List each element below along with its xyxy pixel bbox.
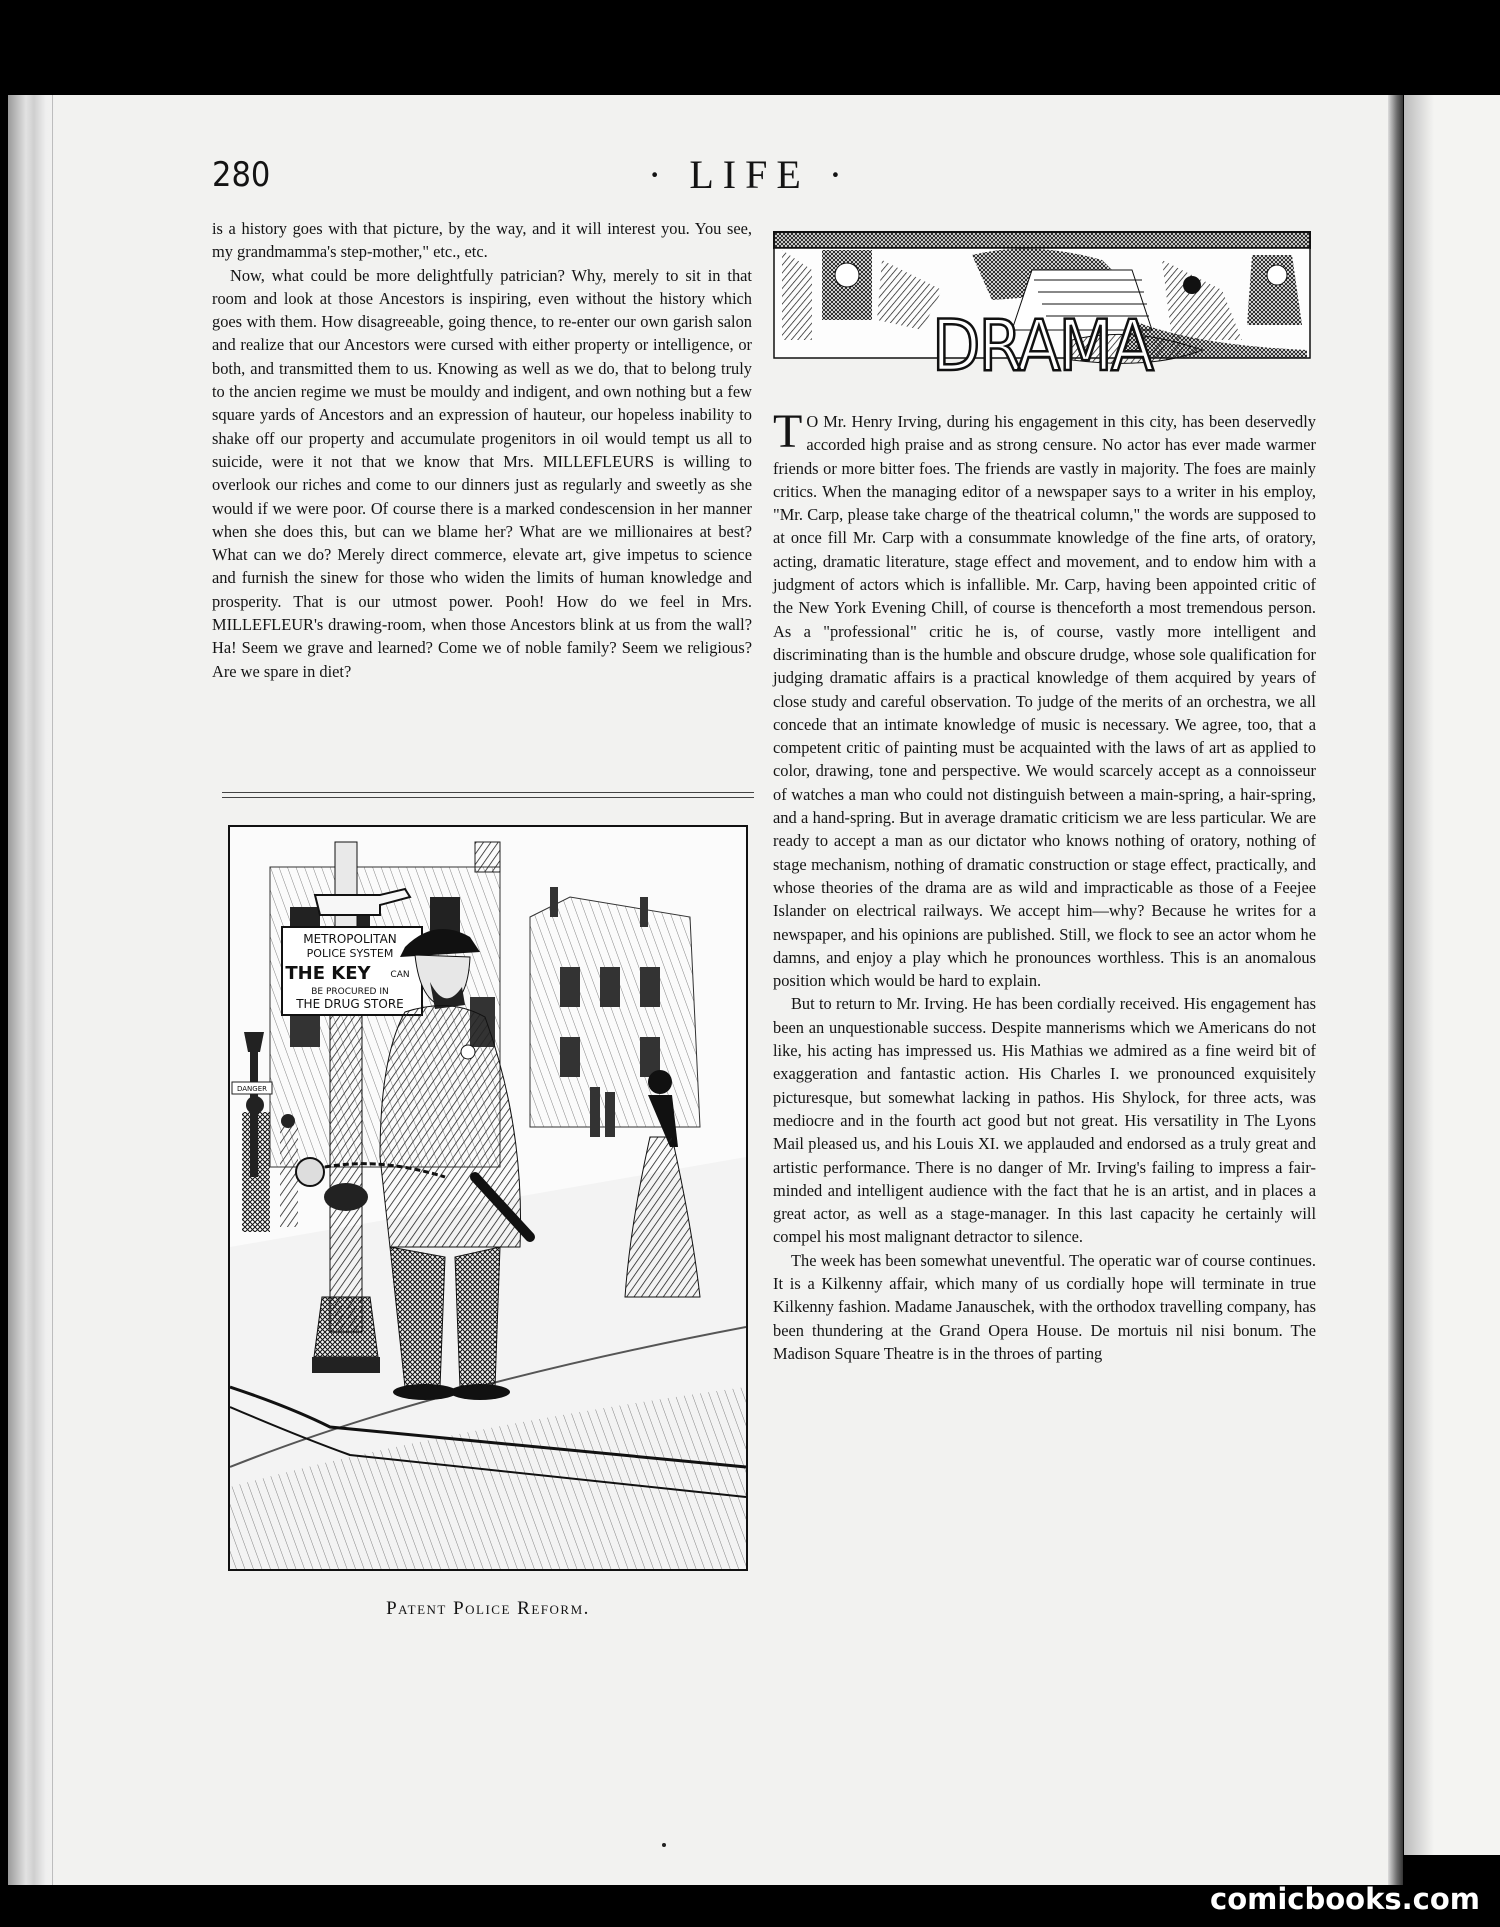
sign-line: POLICE SYSTEM [306, 947, 394, 960]
drama-column [773, 405, 1316, 1365]
page-mark [662, 1843, 666, 1847]
masthead: · LIFE · [648, 152, 852, 197]
sign-line: METROPOLITAN [303, 932, 397, 946]
page-gutter [1388, 95, 1403, 1885]
sign-line: BE PROCURED IN [311, 987, 389, 997]
adjacent-page-shade [1404, 95, 1434, 1855]
column-divider [222, 792, 754, 798]
magazine-page [8, 95, 1403, 1885]
cartoon-illustration [228, 825, 748, 1571]
page-number: 280 [212, 155, 271, 195]
drama-paragraph: But to return to Mr. Irving. He has been cordially received. His engagement has been an unquestionable success. Despite mannerisms which we Americans do not like, his acting has impressed us. His Mathias we admired as a fine weird bit of exaggeration and fantastic action. His Charles I. we pronounced exquisitely picturesque, but somewhat lacking in pathos. His Shylock, for three acts, was mediocre and in the fourth act good but not great. His versatility in The Lyons Mail pleased us, and his Louis XI. we applauded and endorsed as a truly great and artistic performance. There is no danger of Mr. Irving's failing to impress a fair-minded and intelligent audience with the fact that he is an artist, and in places a great actor, as well as a stage-manager. In this last capacity he certainly will compel his most malignant detractor to silence. [773, 994, 1316, 1247]
drama-paragraph [773, 405, 1316, 992]
left-paragraph: is a history goes with that picture, by the way, and it will interest you. You see, my grandmamma's step-mother," etc., etc. [212, 219, 752, 262]
left-column [212, 217, 752, 683]
drama-paragraph-text: O Mr. Henry Irving, during his engagement in this city, has been deservedly accorded high praise and as strong censure. No actor has ever made warmer friends or more bitter foes. The friends are vastly in majority. The foes are mainly critics. When the managing editor of a newspaper says to a writer in his employ, "Mr. Carp, please take charge of the theatrical column," the words are supposed to at once fill Mr. Carp with a consummate knowledge of the fine arts, of oratory, acting, dramatic literature, stage effect and movement, and to endow him with a judgment of actors which is infallible. Mr. Carp, having been appointed critic of the New York Evening Chill, of course is thenceforth a most tremendous person. As a "professional" critic he is, of course, vastly more intelligent and discriminating than is the humble and obscure drudge, whose sole qualification for judging dramatic affairs is a practical knowledge of them acquired by years of close study and careful observation. To judge of the merits of an orchestra, we all concede that an intimate knowledge of music is necessary. We agree, too, that a competent critic of painting must be acquainted with the laws of art as applied to color, drawing, tone and perspective. We would scarcely accept as a connoisseur of watches a man who could not distinguish between a main-spring, a hair-spring, and a hand-spring. But in average dramatic criticism we are less particular. We are ready to accept a man as our dictator who knows nothing of oratory, nothing of stage mechanism, nothing of dramatic construction or stage effect, practically, and whose theories of the drama are as wild and impracticable as those of a Feejee Islander on electrical railways. We accept him—why? Because he writes for a newspaper, and his opinions are published. Still, we flock to see an actor whom he damns, and enjoy a play which he pronounces worthless. This is an anomalous position which would be hard to explain. [773, 412, 1316, 991]
drama-banner [772, 230, 1312, 380]
cartoon-drawing [230, 827, 746, 1569]
sign-line: THE KEY [285, 963, 371, 984]
site-watermark: comicbooks.com [1210, 1882, 1480, 1916]
sign-line: THE DRUG STORE [296, 997, 404, 1011]
danger-sign: DANGER [236, 1085, 268, 1093]
left-paragraph: Now, what could be more delightfully patrician? Why, merely to sit in that room and look at those Ancestors is inspiring, even without the history which goes with them. How disagreeable, going thence, to re-enter our own garish salon and realize that our Ancestors were cursed with either property or intelligence, or both, and transmitted them to us. Knowing as well as we do, that to belong truly to the ancien regime we must be mouldy and indigent, and own nothing but a few square yards of Ancestors and an expression of hauteur, our hopeless inability to shake off our property and accumulate progenitors in oil would tempt us all to suicide, were it not that we know that Mrs. MILLEFLEURS is willing to overlook our riches and come to our dinners just as regularly and sweetly as she would if we were poor. Of course there is a marked condescension in her manner when she does this, but can we blame her? What are we millionaires at best? What can we do? Merely direct commerce, elevate art, give impetus to science and furnish the sinew for those who widen the limits of human knowledge and prosperity. That is our utmost power. Pooh! How do we feel in Mrs. MILLEFLEUR's drawing-room, when those Ancestors blink at us from the wall? Ha! Seem we grave and learned? Come we of noble family? Seem we religious? Are we spare in diet? [212, 265, 752, 681]
padlock-icon [296, 1158, 324, 1186]
page-left-edge [8, 95, 56, 1885]
buildings-right [530, 887, 700, 1127]
adjacent-page-edge [1404, 95, 1500, 1855]
sign-line: CAN [390, 970, 410, 980]
drama-title: DRAMA [932, 305, 1152, 380]
drop-cap: T [773, 405, 803, 458]
police-sign [282, 927, 422, 1015]
cartoon-caption: Patent Police Reform. [386, 1598, 590, 1619]
page-edge-line [52, 95, 53, 1885]
drama-paragraph: The week has been somewhat uneventful. The operatic war of course continues. It is a Kilkenny affair, which many of us cordially hope will terminate in true Kilkenny fashion. Madame Janauschek, with the orthodox travelling company, has been thundering at the Grand Opera House. De mortuis nil nisi bonum. The Madison Square Theatre is in the throes of parting [773, 1250, 1316, 1363]
